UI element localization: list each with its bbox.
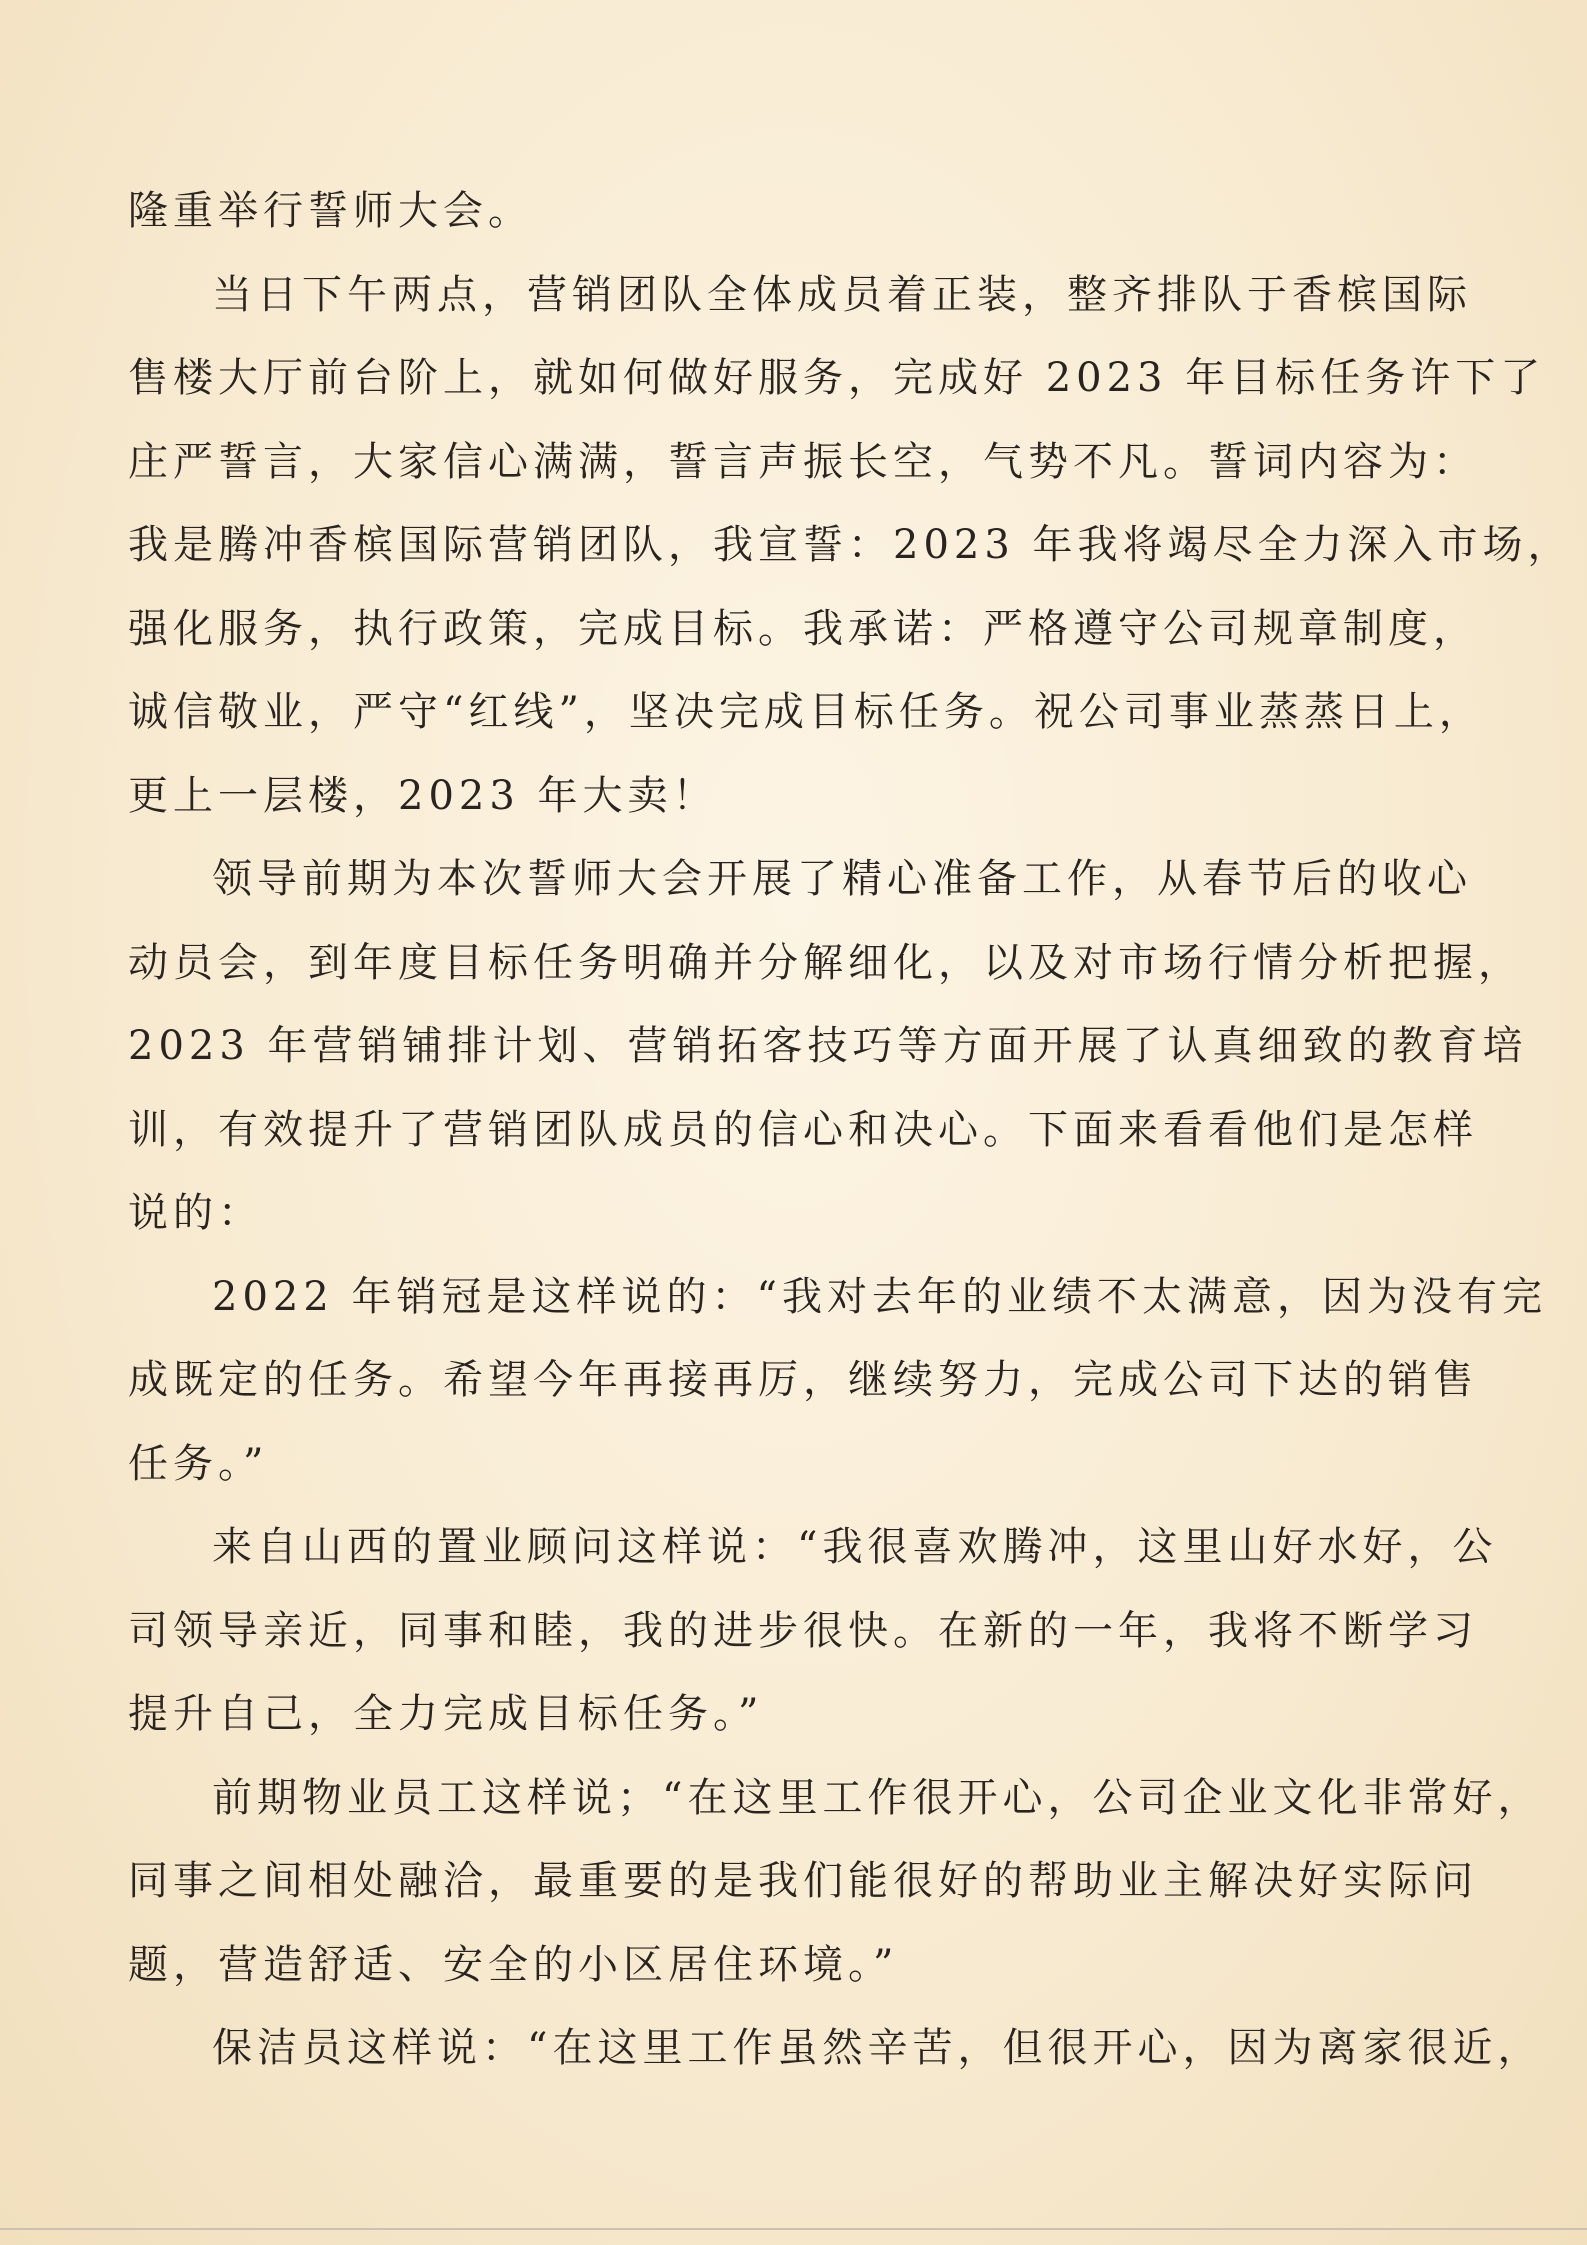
text-line: 提升自己，全力完成目标任务。” — [128, 1691, 764, 1737]
text-line: 2023 年营销铺排计划、营销拓客技巧等方面开展了认真细致的教育培 — [128, 1023, 1528, 1069]
text-line: 更上一层楼，2023 年大卖！ — [128, 772, 718, 819]
text-line: 诚信敬业，严守“红线”，坚决完成目标任务。祝公司事业蒸蒸日上， — [128, 689, 1484, 735]
text-line: 任务。” — [128, 1440, 269, 1487]
text-line: 前期物业员工这样说；“在这里工作很开心，公司企业文化非常好， — [212, 1774, 1543, 1821]
text-line: 成既定的任务。希望今年再接再厉，继续努力，完成公司下达的销售 — [128, 1357, 1478, 1403]
text-line: 当日下午两点，营销团队全体成员着正装，整齐排队于香槟国际 — [212, 271, 1472, 318]
text-line: 题，营造舒适、安全的小区居住环境。” — [128, 1941, 899, 1988]
text-line: 来自山西的置业顾问这样说：“我很喜欢腾冲，这里山好水好，公 — [212, 1524, 1498, 1570]
body-text — [128, 170, 1573, 2091]
text-line: 司领导亲近，同事和睦，我的进步很快。在新的一年，我将不断学习 — [128, 1607, 1478, 1654]
text-line: 说的： — [128, 1190, 263, 1236]
text-line: 我是腾冲香槟国际营销团队，我宣誓：2023 年我将竭尽全力深入市场， — [128, 522, 1573, 568]
text-line: 售楼大厅前台阶上，就如何做好服务，完成好 2023 年目标任务许下了 — [128, 355, 1546, 401]
text-line: 保洁员这样说：“在这里工作虽然辛苦，但很开心，因为离家很近， — [212, 2025, 1543, 2071]
page-bottom-rule — [0, 2228, 1587, 2230]
text-line: 动员会，到年度目标任务明确并分解细化，以及对市场行情分析把握， — [128, 939, 1523, 986]
text-line: 庄严誓言，大家信心满满，誓言声振长空，气势不凡。誓词内容为： — [128, 438, 1478, 485]
text-line: 隆重举行誓师大会。 — [128, 188, 533, 234]
text-line: 强化服务，执行政策，完成目标。我承诺：严格遵守公司规章制度， — [128, 605, 1478, 652]
text-line: 2022 年销冠是这样说的：“我对去年的业绩不太满意，因为没有完 — [212, 1273, 1547, 1320]
text-line: 同事之间相处融洽，最重要的是我们能很好的帮助业主解决好实际问 — [128, 1858, 1478, 1904]
text-line: 训，有效提升了营销团队成员的信心和决心。下面来看看他们是怎样 — [128, 1106, 1478, 1153]
text-line: 领导前期为本次誓师大会开展了精心准备工作，从春节后的收心 — [212, 856, 1472, 902]
